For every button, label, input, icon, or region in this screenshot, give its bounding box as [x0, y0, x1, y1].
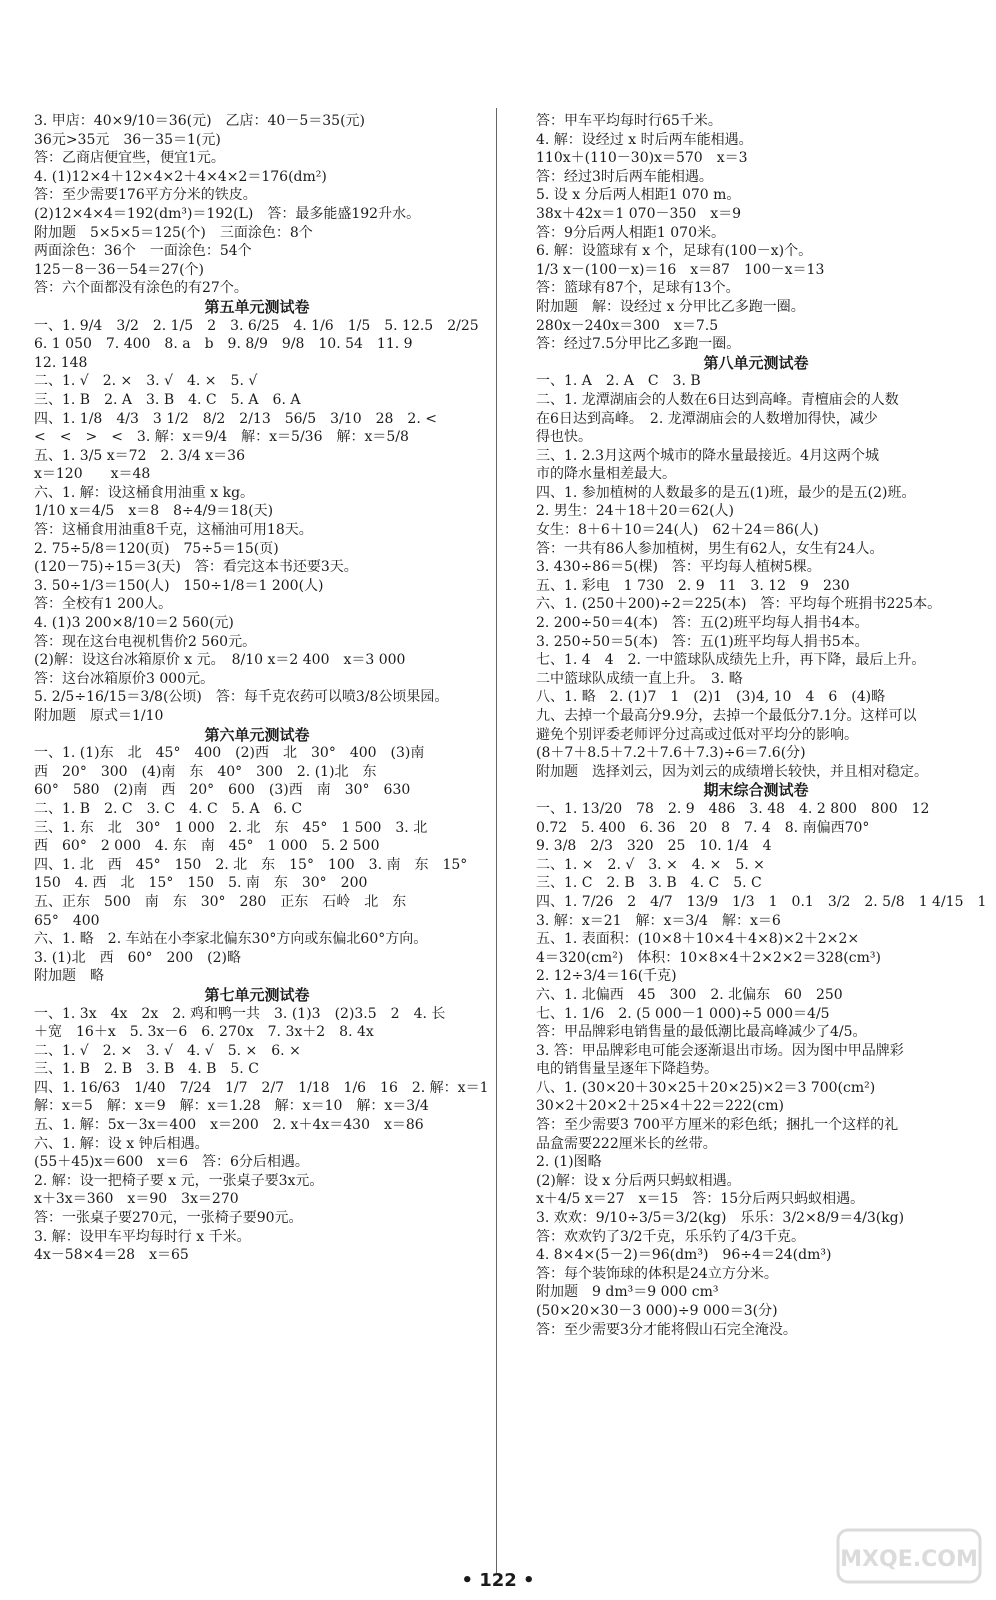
answer-line: 五、1. 彩电 1 730 2. 9 11 3. 12 9 230 [536, 577, 850, 594]
answer-line: 二、1. B 2. C 3. C 4. C 5. A 6. C [34, 800, 303, 817]
answer-line: (2)解：设 x 分后两只蚂蚁相遇。 [536, 1172, 741, 1189]
answer-line: 六、1. 解：设 x 钟后相遇。 [34, 1135, 209, 1152]
answer-line: 五、1. 解：5x－3x＝400 x＝200 2. x＋4x＝430 x＝86 [34, 1117, 424, 1134]
answer-line: 1/3 x－(100－x)＝16 x＝87 100－x＝13 [536, 261, 825, 278]
answer-line: 女生：8＋6＋10＝24(人) 62＋24＝86(人) [536, 522, 819, 539]
answer-line: 4. 解：设经过 x 时后两车能相遇。 [536, 131, 753, 148]
answer-line: 110x＋(110－30)x＝570 x＝3 [536, 150, 748, 167]
answer-line: 1/10 x＝4/5 x＝8 8÷4/9＝18(天) [34, 503, 274, 520]
answer-line: 三、1. 2.3月这两个城市的降水量最接近。4月这两个城 [536, 447, 879, 464]
section-heading: 第八单元测试卷 [703, 353, 809, 372]
answer-line: 在6日达到高峰。 2. 龙潭湖庙会的人数增加得快，减少 [536, 410, 878, 427]
answer-line: 答：乙商店便宜些，便宜1元。 [34, 150, 225, 167]
answer-line: (120－75)÷15＝3(天) 答：看完这本书还要3天。 [34, 559, 358, 576]
answer-line: x＝120 x＝48 [34, 466, 151, 483]
answer-line: 答：一共有86人参加植树，男生有62人，女生有24人。 [536, 540, 884, 557]
answer-line: 附加题 解：设经过 x 分甲比乙多跑一圈。 [536, 298, 805, 315]
answer-line: 答：六个面都没有涂色的有27个。 [34, 280, 248, 297]
answer-line: 一、1. A 2. A C 3. B [536, 373, 701, 390]
answer-line: 六、1. (250＋200)÷2＝225(本) 答：平均每个班捐书225本。 [536, 596, 942, 613]
answer-line: 0.72 5. 400 6. 36 20 8 7. 4 8. 南偏西70° [536, 819, 870, 836]
answer-line: 2. 200÷50＝4(本) 答：五(2)班平均每人捐书4本。 [536, 615, 869, 632]
column-divider [496, 108, 497, 1573]
answer-line: < < > < 3. 解：x＝9/4 解：x＝5/36 解：x＝5/8 [34, 429, 409, 446]
answer-line: 答：这台冰箱原价3 000元。 [34, 670, 215, 687]
answer-line: 电的销售量呈逐年下降趋势。 [536, 1061, 718, 1078]
answer-line: 4x－58×4＝28 x＝65 [34, 1247, 189, 1264]
answer-line: 答：至少需要3 700平方厘米的彩色纸；捆扎一个这样的礼 [536, 1117, 899, 1134]
page-number: • 122 • [461, 1570, 535, 1591]
svg-text:MXQE.COM: MXQE.COM [840, 1547, 978, 1572]
answer-line: 三、1. 东 北 30° 1 000 2. 北 东 45° 1 500 3. 北 [34, 819, 428, 836]
answer-line: 二、1. × 2. √ 3. × 4. × 5. × [536, 856, 765, 873]
answer-line: 3. 250÷50＝5(本) 答：五(1)班平均每人捐书5本。 [536, 633, 869, 650]
answer-line: 二中篮球队成绩一直上升。 3. 略 [536, 670, 743, 687]
answer-line: 9. 3/8 2/3 320 25 10. 1/4 4 [536, 838, 772, 855]
answer-line: 3. 50÷1/3＝150(人) 150÷1/8＝1 200(人) [34, 577, 324, 594]
answer-line: 品盒需要222厘米长的丝带。 [536, 1135, 717, 1152]
answer-line: 36元>35元 36－35＝1(元) [34, 131, 221, 148]
answer-line: 3. (1)北 西 60° 200 (2)略 [34, 949, 242, 966]
answer-line: 附加题 5×5×5＝125(个) 三面涂色：8个 [34, 224, 313, 241]
answer-line: 答：甲品牌彩电销售量的最低潮比最高峰减少了4/5。 [536, 1024, 867, 1041]
answer-line: (8＋7＋8.5＋7.2＋7.6＋7.3)÷6＝7.6(分) [536, 745, 806, 762]
left-column [34, 112, 489, 1265]
answer-line: 答：现在这台电视机售价2 560元。 [34, 633, 257, 650]
answer-line: 4＝320(cm²) 体积：10×8×4＋2×2×2＝328(cm³) [536, 949, 881, 966]
answer-line: 解：x＝5 解：x＝9 解：x＝1.28 解：x＝10 解：x＝3/4 [34, 1098, 429, 1115]
section-heading: 第五单元测试卷 [204, 297, 310, 316]
answer-line: 150 4. 西 北 15° 150 5. 南 东 30° 200 [34, 875, 368, 892]
answer-line: 答：至少需要3分才能将假山石完全淹没。 [536, 1321, 797, 1338]
answer-line: 三、1. C 2. B 3. B 4. C 5. C [536, 875, 762, 892]
section-heading: 第七单元测试卷 [204, 985, 310, 1004]
answer-line: 一、1. 9/4 3/2 2. 1/5 2 3. 6/25 4. 1/6 1/5 5. 12.5 2/25 [34, 317, 479, 334]
answer-line: 12. 148 [34, 354, 88, 371]
answer-line: 5. 设 x 分后两人相距1 070 m。 [536, 187, 741, 204]
answer-line: 280x－240x＝300 x＝7.5 [536, 317, 719, 334]
answer-line: 二、1. √ 2. × 3. √ 4. × 5. √ [34, 373, 258, 390]
answer-line: 4. (1)3 200×8/10＝2 560(元) [34, 615, 234, 632]
answer-line: 30×2＋20×2＋25×4＋22＝222(cm) [536, 1098, 784, 1115]
answer-line: 2. (1)图略 [536, 1154, 602, 1171]
answer-line: 六、1. 略 2. 车站在小李家北偏东30°方向或东偏北60°方向。 [34, 931, 428, 948]
answer-line: 4. (1)12×4＋12×4×2＋4×4×2＝176(dm²) [34, 168, 327, 185]
answer-line: 八、1. 略 2. (1)7 1 (2)1 (3)4, 10 4 6 (4)略 [536, 689, 886, 706]
answer-line: 七、1. 1/6 2. (5 000－1 000)÷5 000＝4/5 [536, 1005, 830, 1022]
answer-line: 避免个别评委老师评分过高或过低对平均分的影响。 [536, 726, 858, 743]
answer-line: 附加题 9 dm³＝9 000 cm³ [536, 1284, 719, 1301]
answer-line: 八、1. (30×20＋30×25＋20×25)×2＝3 700(cm²) [536, 1079, 876, 1096]
answer-line: 3. 解：x＝21 解：x＝3/4 解：x＝6 [536, 912, 781, 929]
answer-line: 答：9分后两人相距1 070米。 [536, 224, 725, 241]
answer-line: 西 20° 300 (4)南 东 40° 300 2. (1)北 东 [34, 763, 377, 780]
answer-line: 一、1. 3x 4x 2x 2. 鸡和鸭一共 3. (1)3 (2)3.5 2 4. 长 [34, 1005, 446, 1022]
answer-line: 答：篮球有87个，足球有13个。 [536, 280, 740, 297]
answer-line: 3. 答：甲品牌彩电可能会逐渐退出市场。因为图中甲品牌彩 [536, 1042, 904, 1059]
answer-line: 二、1. 龙潭湖庙会的人数在6日达到高峰。青檀庙会的人数 [536, 391, 899, 408]
answer-line: 答：至少需要176平方分米的铁皮。 [34, 187, 257, 204]
answer-line: 2. 12÷3/4＝16(千克) [536, 968, 677, 985]
section-heading: 第六单元测试卷 [204, 725, 310, 744]
answer-line: 三、1. B 2. B 3. B 4. B 5. C [34, 1061, 259, 1078]
answer-line: 答：一张桌子要270元，一张椅子要90元。 [34, 1210, 303, 1227]
answer-line: 附加题 选择刘云，因为刘云的成绩增长较快，并且相对稳定。 [536, 763, 928, 780]
answer-line: 答：全校有1 200人。 [34, 596, 173, 613]
answer-line: 3. 解：设甲车平均每时行 x 千米。 [34, 1228, 251, 1245]
answer-line: 五、1. 表面积：(10×8＋10×4＋4×8)×2＋2×2× [536, 931, 860, 948]
answer-line: 七、1. 4 4 2. 一中篮球队成绩先上升，再下降，最后上升。 [536, 652, 926, 669]
answer-line: 四、1. 参加植树的人数最多的是五(1)班，最少的是五(2)班。 [536, 484, 916, 501]
answer-line: (50×20×30－3 000)÷9 000＝3(分) [536, 1303, 778, 1319]
answer-line: 3. 甲店：40×9/10＝36(元) 乙店：40－5＝35(元) [34, 113, 365, 129]
answer-line: 市的降水量相差最大。 [536, 466, 676, 483]
answer-line: 2. 75÷5/8＝120(页) 75÷5＝15(页) [34, 540, 279, 557]
answer-line: x＋4/5 x＝27 x＝15 答：15分后两只蚂蚁相遇。 [536, 1191, 865, 1208]
answer-line: 一、1. 13/20 78 2. 9 486 3. 48 4. 2 800 800 12 [536, 800, 930, 817]
answer-line: 3. 欢欢：9/10÷3/5＝3/2(kg) 乐乐：3/2×8/9＝4/3(kg) [536, 1210, 905, 1227]
answer-line: 附加题 原式＝1/10 [34, 708, 164, 724]
answer-line: 3. 430÷86＝5(棵) 答：平均每人植树5棵。 [536, 559, 821, 576]
answer-line: 两面涂色：36个 一面涂色：54个 [34, 243, 252, 260]
answer-line: (2)解：设这台冰箱原价 x 元。 8/10 x＝2 400 x＝3 000 [34, 652, 406, 669]
section-heading: 期末综合测试卷 [703, 781, 809, 800]
answer-line: 四、1. 16/63 1/40 7/24 1/7 2/7 1/18 1/6 16 2. 解：x＝1 [34, 1079, 489, 1096]
answer-line: 答：经过3时后两车能相遇。 [536, 168, 713, 185]
answer-line: 西 60° 2 000 4. 东 南 45° 1 000 5. 2 500 [34, 838, 380, 855]
answer-line: 三、1. B 2. A 3. B 4. C 5. A 6. A [34, 391, 301, 408]
answer-line: 一、1. (1)东 北 45° 400 (2)西 北 30° 400 (3)南 [34, 745, 425, 762]
answer-line: x＋3x＝360 x＝90 3x＝270 [34, 1191, 239, 1208]
answer-line: 五、正东 500 南 东 30° 280 正东 石岭 北 东 [34, 893, 407, 910]
answer-line: 答：欢欢钓了3/2千克，乐乐钓了4/3千克。 [536, 1228, 806, 1245]
answer-line: 四、1. 1/8 4/3 3 1/2 8/2 2/13 56/5 3/10 28 2. < [34, 410, 437, 427]
answer-line: 2. 解：设一把椅子要 x 元，一张桌子要3x元。 [34, 1172, 324, 1189]
answer-line: 65° 400 [34, 912, 100, 929]
answer-line: 四、1. 北 西 45° 150 2. 北 东 15° 100 3. 南 东 15° [34, 856, 468, 873]
answer-line: 2. 男生：24＋18＋20＝62(人) [536, 503, 734, 520]
answer-line: 答：甲车平均每时行65千米。 [536, 113, 722, 129]
answer-line: 六、1. 解：设这桶食用油重 x kg。 [34, 484, 255, 501]
answer-line: 四、1. 7/26 2 4/7 13/9 1/3 1 0.1 3/2 2. 5/8 1 4/15 1 [536, 893, 987, 910]
answer-line: (55＋45)x＝600 x＝6 答：6分后相遇。 [34, 1154, 309, 1171]
answer-line: 答：这桶食用油重8千克，这桶油可用18天。 [34, 522, 313, 539]
answer-line: 125－8－36－54＝27(个) [34, 261, 204, 278]
answer-line: 六、1. 北偏西 45 300 2. 北偏东 60 250 [536, 986, 843, 1003]
answer-line: (2)12×4×4＝192(dm³)＝192(L) 答：最多能盛192升水。 [34, 205, 421, 222]
answer-line: 60° 580 (2)南 西 20° 600 (3)西 南 30° 630 [34, 782, 411, 799]
answer-line: 38x＋42x＝1 070－350 x＝9 [536, 205, 742, 222]
answer-line: 二、1. √ 2. × 3. √ 4. √ 5. × 6. × [34, 1042, 301, 1059]
answer-line: 6. 解：设篮球有 x 个，足球有(100－x)个。 [536, 243, 813, 260]
watermark-logo-icon [834, 1526, 984, 1586]
answer-line: 九、去掉一个最高分9.9分，去掉一个最低分7.1分。这样可以 [536, 708, 917, 724]
answer-line: 附加题 略 [34, 968, 104, 985]
answer-line: 五、1. 3/5 x＝72 2. 3/4 x＝36 [34, 447, 245, 464]
answer-line: 得也快。 [536, 429, 592, 446]
answer-line: 5. 2/5÷16/15＝3/8(公顷) 答：每千克农药可以喷3/8公顷果园。 [34, 689, 449, 706]
answer-line: 答：每个装饰球的体积是24立方分米。 [536, 1265, 778, 1282]
answer-line: 6. 1 050 7. 400 8. a b 9. 8/9 9/8 10. 54 11. 9 [34, 336, 413, 353]
answer-line: ＋宽 16＋x 5. 3x－6 6. 270x 7. 3x＋2 8. 4x [34, 1024, 374, 1041]
answer-line: 答：经过7.5分甲比乙多跑一圈。 [536, 336, 741, 353]
answer-line: 4. 8×4×(5－2)＝96(dm³) 96÷4＝24(dm³) [536, 1247, 832, 1264]
right-column [536, 112, 987, 1339]
